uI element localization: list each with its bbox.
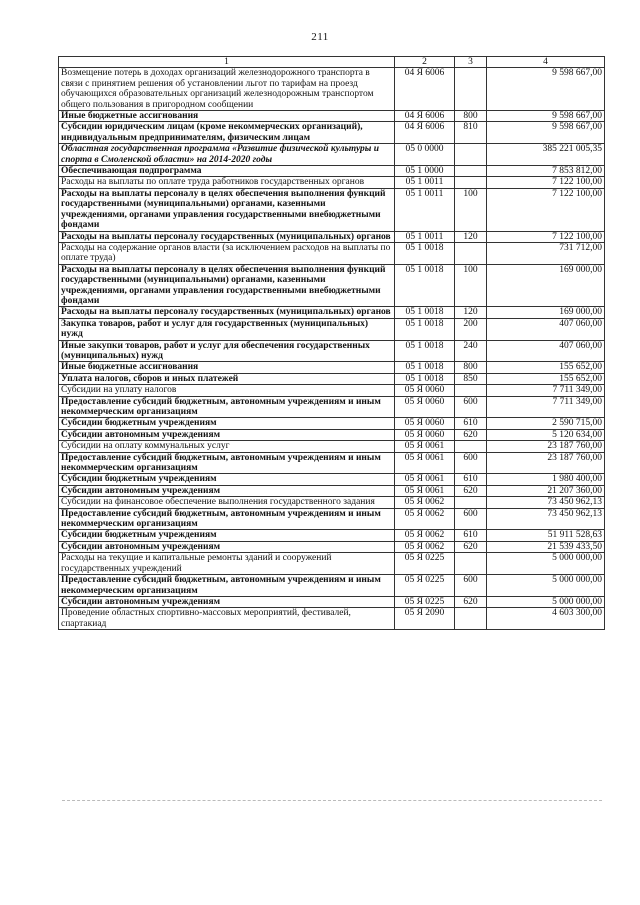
scan-artifact-line [62, 800, 602, 801]
table-row [59, 373, 605, 384]
row-name-cell: Областная государственная программа «Развитие физической культуры и спорта в Смоленской области» на 2014-2020 годы [59, 144, 395, 166]
row-group-cell: 600 [455, 452, 487, 474]
row-group-cell [455, 608, 487, 630]
row-name-cell: Проведение областных спортивно-массовых мероприятий, фестивалей, спартакиад [59, 608, 395, 630]
row-code-cell: 05 Я 0061 [395, 452, 455, 474]
table-row [59, 385, 605, 396]
budget-table [58, 56, 605, 630]
table-row [59, 530, 605, 541]
row-code-cell: 05 Я 0225 [395, 575, 455, 597]
row-code-cell: 04 Я 6006 [395, 111, 455, 122]
row-amount-cell: 7 122 100,00 [487, 231, 605, 242]
table-row [59, 188, 605, 231]
table-row [59, 111, 605, 122]
table-row [59, 441, 605, 452]
row-code-cell: 05 Я 0061 [395, 474, 455, 485]
table-row [59, 144, 605, 166]
row-name-cell: Обеспечивающая подпрограмма [59, 166, 395, 177]
row-code-cell: 05 1 0018 [395, 242, 455, 264]
table-header-row [59, 57, 605, 68]
page-number: 211 [311, 31, 329, 43]
table-row [59, 177, 605, 188]
table-row [59, 596, 605, 607]
row-code-cell: 05 1 0018 [395, 373, 455, 384]
row-name-cell: Субсидии автономным учреждениям [59, 485, 395, 496]
row-code-cell: 05 1 0011 [395, 188, 455, 231]
row-name-cell: Субсидии бюджетным учреждениям [59, 530, 395, 541]
row-code-cell: 05 Я 0062 [395, 508, 455, 530]
row-amount-cell: 23 187 760,00 [487, 441, 605, 452]
column-header-1: 1 [59, 57, 395, 68]
table-row [59, 474, 605, 485]
row-code-cell: 05 Я 0061 [395, 441, 455, 452]
row-name-cell: Расходы на выплаты персоналу государственных (муниципальных) органов [59, 307, 395, 318]
row-code-cell: 05 Я 0225 [395, 596, 455, 607]
table-row [59, 396, 605, 418]
table-row [59, 307, 605, 318]
row-name-cell: Предоставление субсидий бюджетным, автономным учреждениям и иным некоммерческим организациям [59, 508, 395, 530]
row-code-cell: 04 Я 6006 [395, 122, 455, 144]
row-amount-cell: 21 207 360,00 [487, 485, 605, 496]
row-amount-cell: 73 450 962,13 [487, 497, 605, 508]
row-group-cell: 620 [455, 596, 487, 607]
row-code-cell: 05 1 0018 [395, 362, 455, 373]
row-group-cell: 810 [455, 122, 487, 144]
row-amount-cell: 73 450 962,13 [487, 508, 605, 530]
row-name-cell: Расходы на выплаты персоналу в целях обеспечения выполнения функций государственными (муниципальными) органами, казенными учреждениями, органами управления государственными внебюджетными фондами [59, 264, 395, 307]
row-group-cell: 610 [455, 474, 487, 485]
row-amount-cell: 731 712,00 [487, 242, 605, 264]
table-row [59, 452, 605, 474]
row-group-cell [455, 144, 487, 166]
row-code-cell: 05 Я 0062 [395, 530, 455, 541]
row-code-cell: 05 Я 0062 [395, 541, 455, 552]
row-name-cell: Субсидии на уплату налогов [59, 385, 395, 396]
row-group-cell [455, 177, 487, 188]
row-code-cell: 05 Я 0060 [395, 385, 455, 396]
row-amount-cell: 2 590 715,00 [487, 418, 605, 429]
row-name-cell: Иные бюджетные ассигнования [59, 362, 395, 373]
table-row [59, 122, 605, 144]
row-group-cell: 800 [455, 111, 487, 122]
row-code-cell: 05 1 0011 [395, 231, 455, 242]
row-amount-cell: 5 120 634,00 [487, 429, 605, 440]
row-name-cell: Расходы на выплаты персоналу в целях обеспечения выполнения функций государственными (муниципальными) органами, казенными учреждениями, органами управления государственными внебюджетными фондами [59, 188, 395, 231]
column-header-4: 4 [487, 57, 605, 68]
row-code-cell: 05 1 0018 [395, 340, 455, 362]
row-group-cell: 100 [455, 188, 487, 231]
row-group-cell: 120 [455, 231, 487, 242]
row-amount-cell: 7 711 349,00 [487, 385, 605, 396]
table-row [59, 553, 605, 575]
row-name-cell: Расходы на выплаты персоналу государственных (муниципальных) органов [59, 231, 395, 242]
column-header-2: 2 [395, 57, 455, 68]
row-group-cell: 800 [455, 362, 487, 373]
table-row [59, 362, 605, 373]
table-row [59, 318, 605, 340]
row-group-cell: 200 [455, 318, 487, 340]
row-group-cell: 120 [455, 307, 487, 318]
row-code-cell: 05 Я 0060 [395, 396, 455, 418]
row-amount-cell: 4 603 300,00 [487, 608, 605, 630]
table-row [59, 264, 605, 307]
row-amount-cell: 169 000,00 [487, 307, 605, 318]
row-group-cell [455, 68, 487, 111]
table-row [59, 497, 605, 508]
row-amount-cell: 155 652,00 [487, 373, 605, 384]
row-name-cell: Субсидии юридическим лицам (кроме некоммерческих организаций), индивидуальным предпринимателям, физическим лицам [59, 122, 395, 144]
row-code-cell: 04 Я 6006 [395, 68, 455, 111]
table-row [59, 485, 605, 496]
row-amount-cell: 51 911 528,63 [487, 530, 605, 541]
row-name-cell: Субсидии автономным учреждениям [59, 541, 395, 552]
row-name-cell: Предоставление субсидий бюджетным, автономным учреждениям и иным некоммерческим организациям [59, 396, 395, 418]
row-group-cell [455, 166, 487, 177]
row-amount-cell: 407 060,00 [487, 340, 605, 362]
row-group-cell [455, 242, 487, 264]
row-code-cell: 05 Я 0060 [395, 429, 455, 440]
table-row [59, 68, 605, 111]
table-row [59, 508, 605, 530]
row-amount-cell: 7 122 100,00 [487, 177, 605, 188]
row-group-cell: 850 [455, 373, 487, 384]
row-name-cell: Предоставление субсидий бюджетным, автономным учреждениям и иным некоммерческим организациям [59, 452, 395, 474]
row-group-cell: 610 [455, 530, 487, 541]
row-amount-cell: 385 221 005,35 [487, 144, 605, 166]
row-name-cell: Субсидии бюджетным учреждениям [59, 474, 395, 485]
row-amount-cell: 7 853 812,00 [487, 166, 605, 177]
row-code-cell: 05 Я 0061 [395, 485, 455, 496]
row-amount-cell: 169 000,00 [487, 264, 605, 307]
row-group-cell: 600 [455, 575, 487, 597]
row-code-cell: 05 Я 2090 [395, 608, 455, 630]
row-code-cell: 05 Я 0225 [395, 553, 455, 575]
row-group-cell: 610 [455, 418, 487, 429]
row-code-cell: 05 1 0018 [395, 264, 455, 307]
table-row [59, 231, 605, 242]
row-name-cell: Уплата налогов, сборов и иных платежей [59, 373, 395, 384]
row-amount-cell: 5 000 000,00 [487, 596, 605, 607]
row-amount-cell: 5 000 000,00 [487, 575, 605, 597]
table-row [59, 340, 605, 362]
row-group-cell: 100 [455, 264, 487, 307]
row-amount-cell: 21 539 433,50 [487, 541, 605, 552]
row-name-cell: Субсидии бюджетным учреждениям [59, 418, 395, 429]
row-code-cell: 05 1 0011 [395, 177, 455, 188]
row-amount-cell: 1 980 400,00 [487, 474, 605, 485]
row-amount-cell: 7 711 349,00 [487, 396, 605, 418]
row-code-cell: 05 Я 0060 [395, 418, 455, 429]
row-group-cell [455, 441, 487, 452]
row-code-cell: 05 1 0018 [395, 307, 455, 318]
row-code-cell: 05 1 0018 [395, 318, 455, 340]
column-header-3: 3 [455, 57, 487, 68]
row-name-cell: Субсидии на финансовое обеспечение выполнения государственного задания [59, 497, 395, 508]
row-amount-cell: 9 598 667,00 [487, 68, 605, 111]
row-name-cell: Субсидии на оплату коммунальных услуг [59, 441, 395, 452]
row-amount-cell: 23 187 760,00 [487, 452, 605, 474]
row-name-cell: Иные закупки товаров, работ и услуг для обеспечения государственных (муниципальных) нужд [59, 340, 395, 362]
row-name-cell: Возмещение потерь в доходах организаций железнодорожного транспорта в связи с принятием решения об установлении льгот по тарифам на проезд обучающихся образовательных организаций железнодорожным транспортом общего пользования в пригородном сообщении [59, 68, 395, 111]
row-group-cell: 620 [455, 429, 487, 440]
table-row [59, 575, 605, 597]
row-code-cell: 05 1 0000 [395, 166, 455, 177]
table-row [59, 541, 605, 552]
table-row [59, 429, 605, 440]
row-name-cell: Предоставление субсидий бюджетным, автономным учреждениям и иным некоммерческим организациям [59, 575, 395, 597]
row-name-cell: Субсидии автономным учреждениям [59, 596, 395, 607]
row-amount-cell: 155 652,00 [487, 362, 605, 373]
row-amount-cell: 9 598 667,00 [487, 122, 605, 144]
row-group-cell [455, 553, 487, 575]
row-name-cell: Расходы на содержание органов власти (за исключением расходов на выплаты по оплате труда) [59, 242, 395, 264]
row-name-cell: Расходы на текущие и капитальные ремонты зданий и сооружений государственных учреждений [59, 553, 395, 575]
row-name-cell: Субсидии автономным учреждениям [59, 429, 395, 440]
row-name-cell: Иные бюджетные ассигнования [59, 111, 395, 122]
row-amount-cell: 7 122 100,00 [487, 188, 605, 231]
row-amount-cell: 407 060,00 [487, 318, 605, 340]
row-code-cell: 05 Я 0062 [395, 497, 455, 508]
row-amount-cell: 9 598 667,00 [487, 111, 605, 122]
row-group-cell: 620 [455, 541, 487, 552]
table-row [59, 608, 605, 630]
table-row [59, 166, 605, 177]
row-group-cell [455, 385, 487, 396]
table-row [59, 418, 605, 429]
row-name-cell: Расходы на выплаты по оплате труда работников государственных органов [59, 177, 395, 188]
row-name-cell: Закупка товаров, работ и услуг для государственных (муниципальных) нужд [59, 318, 395, 340]
row-group-cell: 240 [455, 340, 487, 362]
row-group-cell: 600 [455, 508, 487, 530]
row-group-cell: 620 [455, 485, 487, 496]
table-row [59, 242, 605, 264]
row-group-cell: 600 [455, 396, 487, 418]
row-code-cell: 05 0 0000 [395, 144, 455, 166]
row-group-cell [455, 497, 487, 508]
row-amount-cell: 5 000 000,00 [487, 553, 605, 575]
